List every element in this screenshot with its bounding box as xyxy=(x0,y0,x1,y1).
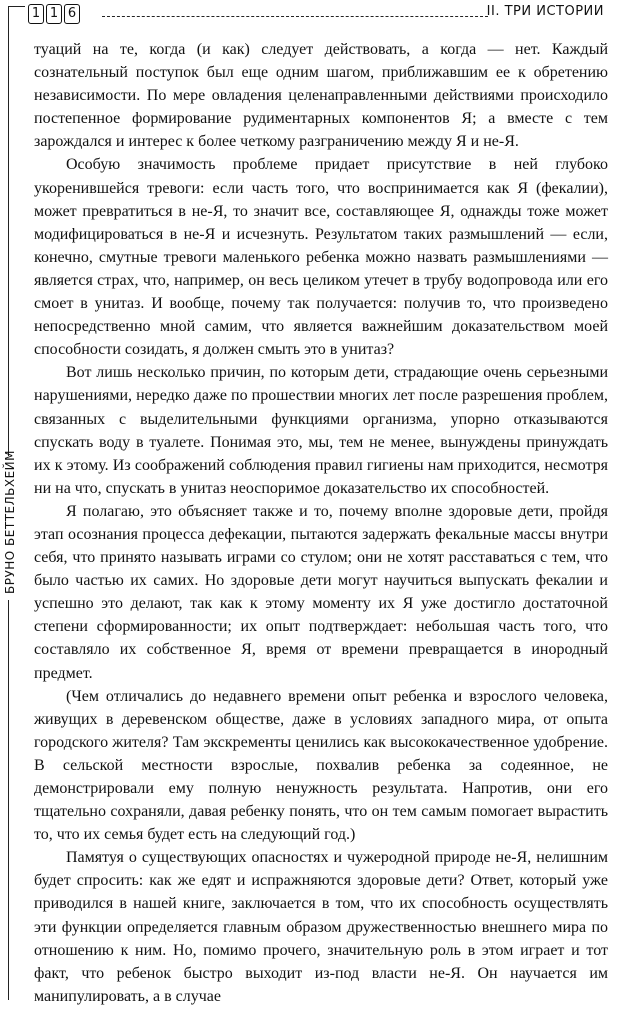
running-head: II. ТРИ ИСТОРИИ xyxy=(486,4,604,19)
paragraph: Памятуя о существующих опасностях и чужеродной природе не-Я, нелишним будет спросить: как же едят и испражняются здоровые дети? Ответ, который уже приводился в нашей книге, заключается в том, что их способность осуществлять эти функции определяется главным образом дружественностью внешнего мира по отношению к ним. Но, помимо прочего, значительную роль в этом играет и тот факт, что ребенок быстро выходит из-под власти не-Я. Он научается им манипулировать, а в случае xyxy=(34,849,608,1005)
header-rule xyxy=(102,16,488,17)
body-text xyxy=(34,38,608,1008)
page-number-digit: 6 xyxy=(64,4,80,24)
side-rule-bottom xyxy=(8,600,9,1000)
paragraph: Я полагаю, это объясняет также и то, почему вполне здоровые дети, пройдя этап осознания процесса дефекации, пытаются задержать фекальные массы внутри себя, что принято называть играми со стулом; они не хотят расставаться с тем, что было частью их самих. Но здоровые дети могут научиться выпускать фекалии и успешно это делают, так как к этому моменту их Я уже достигло достаточной степени сформированности; их опыт подтверждает: небольшая часть того, что составляло их собственное Я, время от времени превращается в инородный предмет. xyxy=(34,502,608,682)
side-rule-top xyxy=(8,16,9,456)
paragraph: Особую значимость проблеме придает присутствие в ней глубоко укоренившейся тревоги: если часть того, что воспринимается как Я (фекалии), может превратиться в не-Я, то значит все, составляющее Я, однажды тоже может модифицироваться в не-Я и исчезнуть. Результатом таких размышлений — если, конечно, смутные тревоги маленького ребенка можно назвать размышлениями — является страх, что, например, он весь целиком утечет в трубу водопровода или его смоет в унитаз. И вообще, почему так получается: получив то, что произведено непосредственно мной самим, что является важнейшим доказательством моей способности созидать, я должен смыть это в унитаз? xyxy=(34,156,608,359)
page-number-digit: 1 xyxy=(46,4,62,24)
paragraph: Вот лишь несколько причин, по которым дети, страдающие очень серьезными нарушениями, нередко даже по прошествии многих лет после разрешения проблем, связанных с выделительными функциями организма, упорно отказываются спускать воду в туалете. Понимая это, мы, тем не менее, вынуждены принуждать их к этому. Из соображений соблюдения правил гигиены нам приходится, несмотря ни на что, спускать в унитаз неоспоримое доказательство их способностей. xyxy=(34,364,608,497)
header-corner-ornament xyxy=(8,6,25,17)
page-number-digit: 1 xyxy=(28,4,44,24)
side-author-label: БРУНО БЕТТЕЛЬХЕЙМ xyxy=(3,450,17,595)
paragraph: туаций на те, когда (и как) следует действовать, а когда — нет. Каждый сознательный поступок был еще одним шагом, приближавшим ее к обретению независимости. По мере овладения целенаправленными действиями происходило постепенное формирование рудиментарных компонентов Я; а вместе с тем зарождался и интерес к более четкому разграничению между Я и не-Я. xyxy=(34,41,608,151)
paragraph: (Чем отличались до недавнего времени опыт ребенка и взрослого человека, живущих в деревенском обществе, даже в условиях западного мира, от опыта городского жителя? Там экскременты ценились как высококачественное удобрение. В сельской местности взрослые, похвалив ребенка за содеянное, не демонстрировали ему полную ненужность результата. Напротив, они его тщательно сохраняли, давая ребенку понять, что он тем самым помогает вырастить то, что их семья будет есть на следующий год.) xyxy=(34,687,608,844)
page-number xyxy=(28,4,80,24)
